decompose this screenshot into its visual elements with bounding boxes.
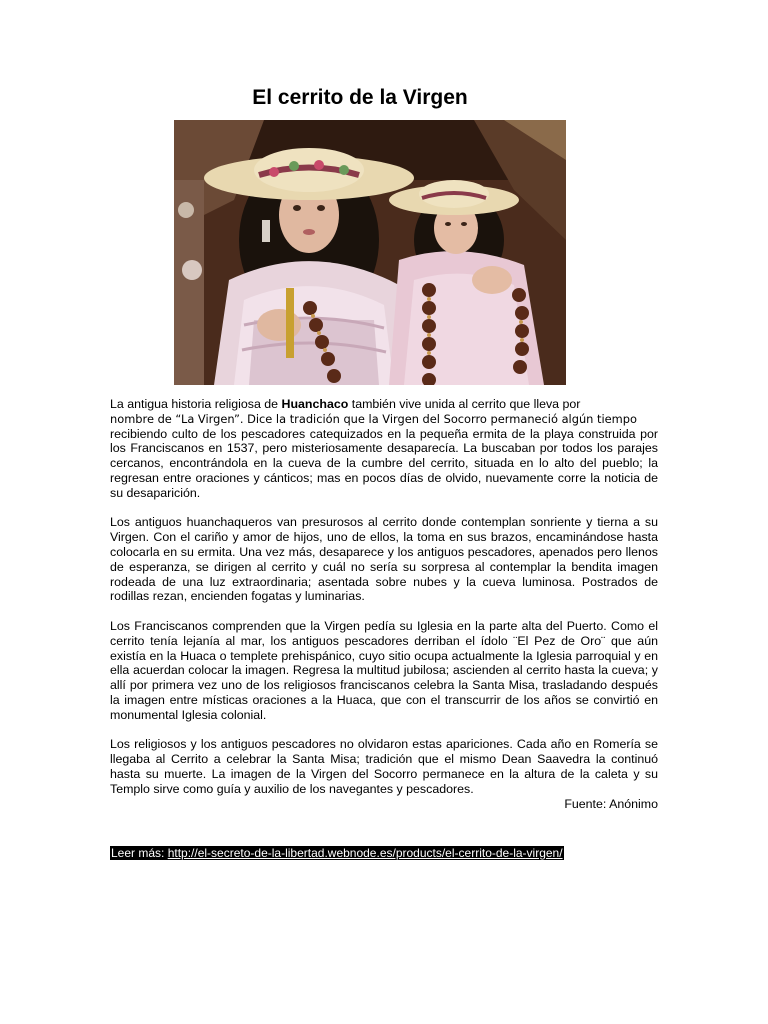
- place-name: Huanchaco: [281, 397, 349, 411]
- virgin-illustration: [174, 120, 566, 385]
- read-more-label: Leer más:: [111, 846, 168, 860]
- read-more-link[interactable]: http://el-secreto-de-la-libertad.webnode.es/products/el-cerrito-de-la-virgen/: [167, 846, 563, 860]
- article-body: [110, 397, 658, 811]
- paragraph-1: [110, 397, 658, 501]
- paragraph-3: Los Franciscanos comprenden que la Virgen pedía su Iglesia en la parte alta del Puerto. Como el cerrito tenía lejanía al mar, los antiguos pescadores derriban el ídolo ¨El Pez de Oro¨ que aún existía en la Huaca o templete prehispánico, cuyo sitio ocupa actualmente la Iglesia parroquial y en ella acuerdan colocar la imagen. Regresa la multitud jubilosa; ascienden al cerrito hasta la cueva; y allí por primera vez uno de los religiosos franciscanos celebra la Santa Misa, trasladando después la imagen entre místicas oraciones a la Huaca, que con el transcurrir de los años se convirtió en monumental Iglesia colonial.: [110, 618, 658, 722]
- paragraph-1-line1-rest: también vive unida al cerrito que lleva por: [348, 397, 581, 411]
- paragraph-1-line2: nombre de “La Virgen”. Dice la tradición que la Virgen del Socorro permaneció algún tiempo: [110, 411, 637, 426]
- page-title: El cerrito de la Virgen: [252, 86, 468, 109]
- paragraph-2: Los antiguos huanchaqueros van presurosos al cerrito donde contemplan sonriente y tierna a su Virgen. Con el cariño y amor de hijos, uno de ellos, la toma en sus brazos, encaminándose hasta colocarla en su ermita. Una vez más, desaparece y los antiguos pescadores, apenados pero llenos de esperanza, se dirigen al cerrito y cuál no sería su sorpresa al contemplar la bendita imagen rodeada de una luz extraordinaria; asentada sobre nubes y la cueva luminosa. Postrados de rodillas rezan, encienden fogatas y luminarias.: [110, 515, 658, 604]
- paragraph-1-rest: recibiendo culto de los pescadores catequizados en la pequeña ermita de la playa construida por los Franciscanos en 1537, pero misteriosamente desaparecía. La buscaban por todos los parajes cercanos, encontrándola en la cueva de la cumbre del cerrito, situada en lo alto del pueblo; la regresan entre oraciones y cánticos; mas en pocos días de olvido, nuevamente corre la noticia de su desaparición.: [110, 426, 658, 500]
- read-more-banner: [110, 846, 564, 860]
- paragraph-1-intro: La antigua historia religiosa de: [110, 397, 282, 411]
- paragraph-4: Los religiosos y los antiguos pescadores no olvidaron estas apariciones. Cada año en Romería se llegaba al Cerrito a celebrar la Santa Misa; tradición que el mismo Dean Saavedra la continuó hasta su muerte. La imagen de la Virgen del Socorro permanece en la altura de la caleta y su Templo sirve como guía y auxilio de los navegantes y pescadores.: [110, 737, 658, 796]
- source-credit: Fuente: Anónimo: [564, 796, 658, 811]
- virgin-photo: [174, 120, 566, 385]
